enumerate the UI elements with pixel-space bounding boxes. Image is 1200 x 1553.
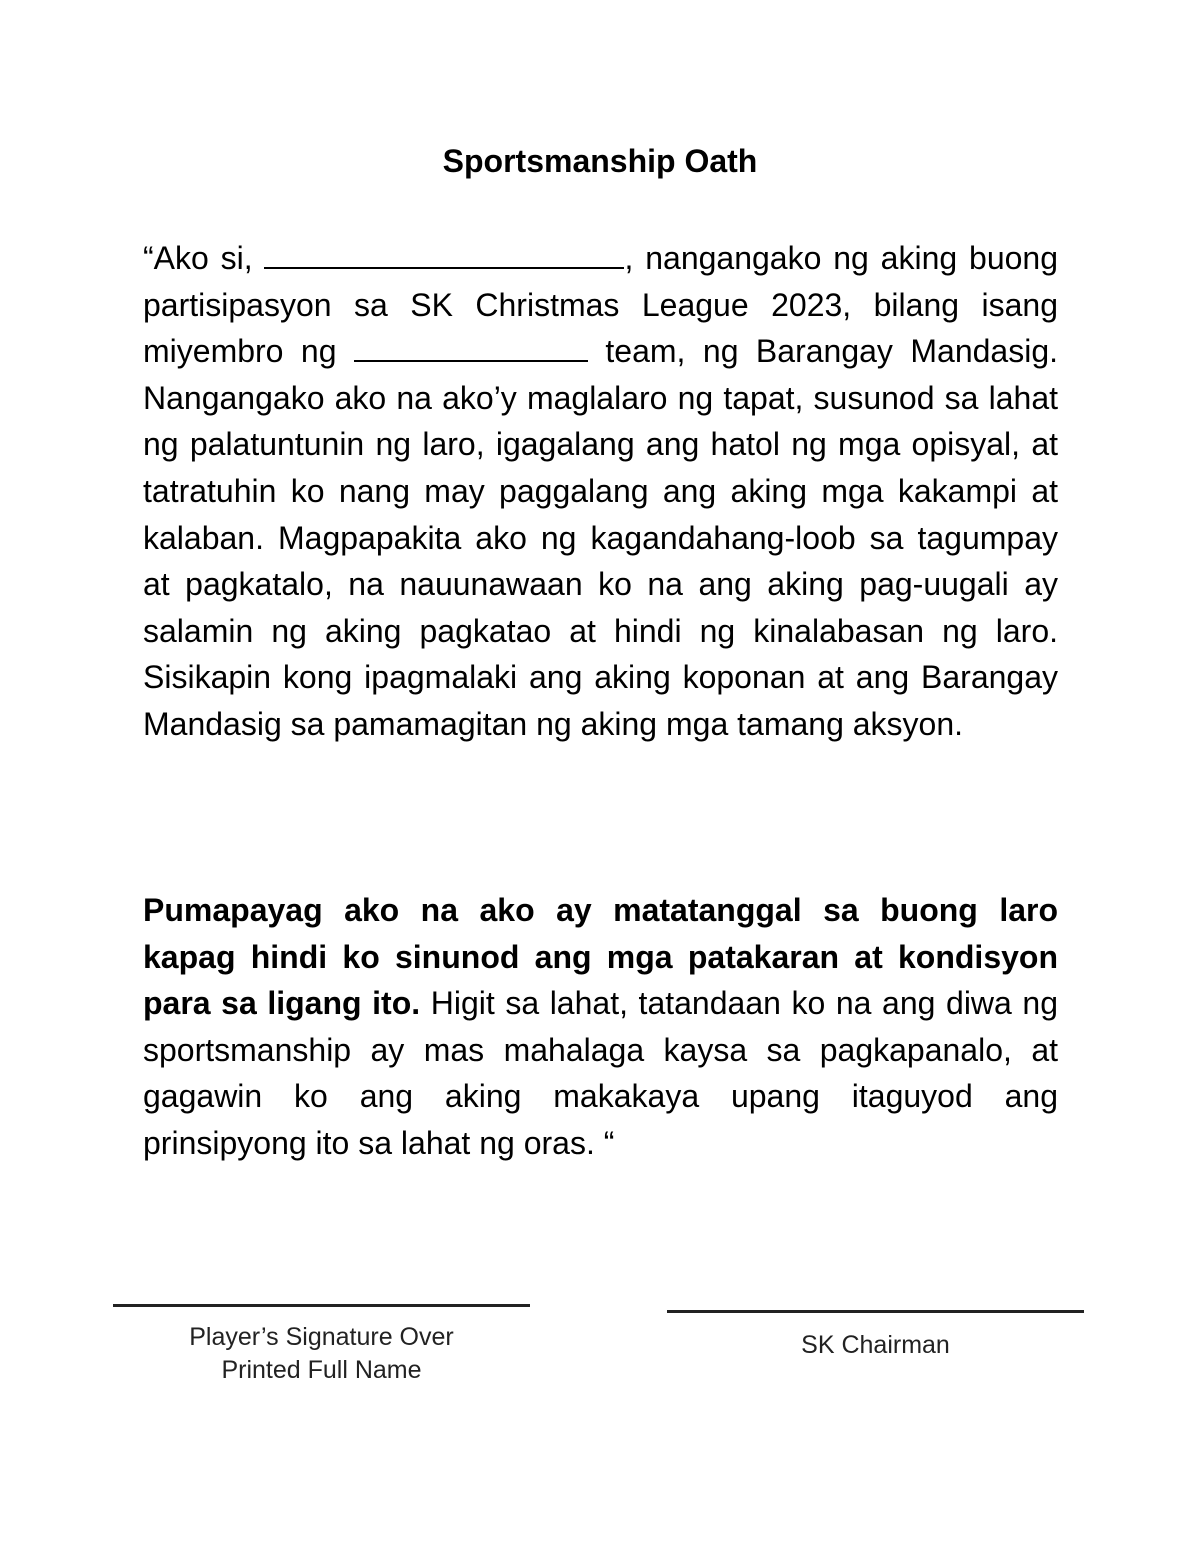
document-title: Sportsmanship Oath	[442, 143, 758, 179]
oath-text-body: team, ng Barangay Mandasig. Nangangako ako na ako’y maglalaro ng tapat, susunod sa lahat ng palatuntunin ng laro, igagalang ang hatol ng mga opisyal, at tatratuhin ko nang may paggalang ang aking mga kakampi at kalaban. Magpapakita ako ng kagandahang-loob sa tagumpay at pagkatalo, na nauunawaan ko na ang aking pag-uugali ay salamin ng aking pagkatao at hindi ng kinalabasan ng laro. Sisikapin kong ipagmalaki ang aking koponan at ang Barangay Mandasig sa pamamagitan ng aking mga tamang aksyon.	[143, 333, 1059, 742]
oath-text-intro: “Ako si,	[143, 240, 265, 276]
agreement-paragraph	[143, 887, 1058, 1167]
player-name-blank	[264, 245, 624, 269]
player-signature-label-line2: Printed Full Name	[221, 1356, 422, 1384]
chairman-signature-line	[667, 1310, 1084, 1313]
player-signature-line	[113, 1304, 530, 1307]
player-signature-label-line1: Player’s Signature Over	[189, 1323, 454, 1351]
oath-paragraph	[143, 235, 1058, 748]
oath-text-middle: , nangangako ng aking buong partisipasyon sa SK Christmas League 2023, bilang isang miyembro ng	[143, 240, 1058, 370]
agreement-bold-text: Pumapayag ako na ako ay matatanggal sa buong laro kapag hindi ko sinunod ang mga patakaran at kondisyon para sa ligang ito.	[143, 892, 1058, 1022]
player-signature-label	[113, 1321, 530, 1387]
team-name-blank	[354, 338, 588, 362]
chairman-signature-label: SK Chairman	[801, 1331, 950, 1359]
agreement-text: Higit sa lahat, tatandaan ko na ang diwa ng sportsmanship ay mas mahalaga kaysa sa pagkapanalo, at gagawin ko ang aking makakaya upang itaguyod ang prinsipyong ito sa lahat ng oras. “	[143, 985, 1059, 1161]
